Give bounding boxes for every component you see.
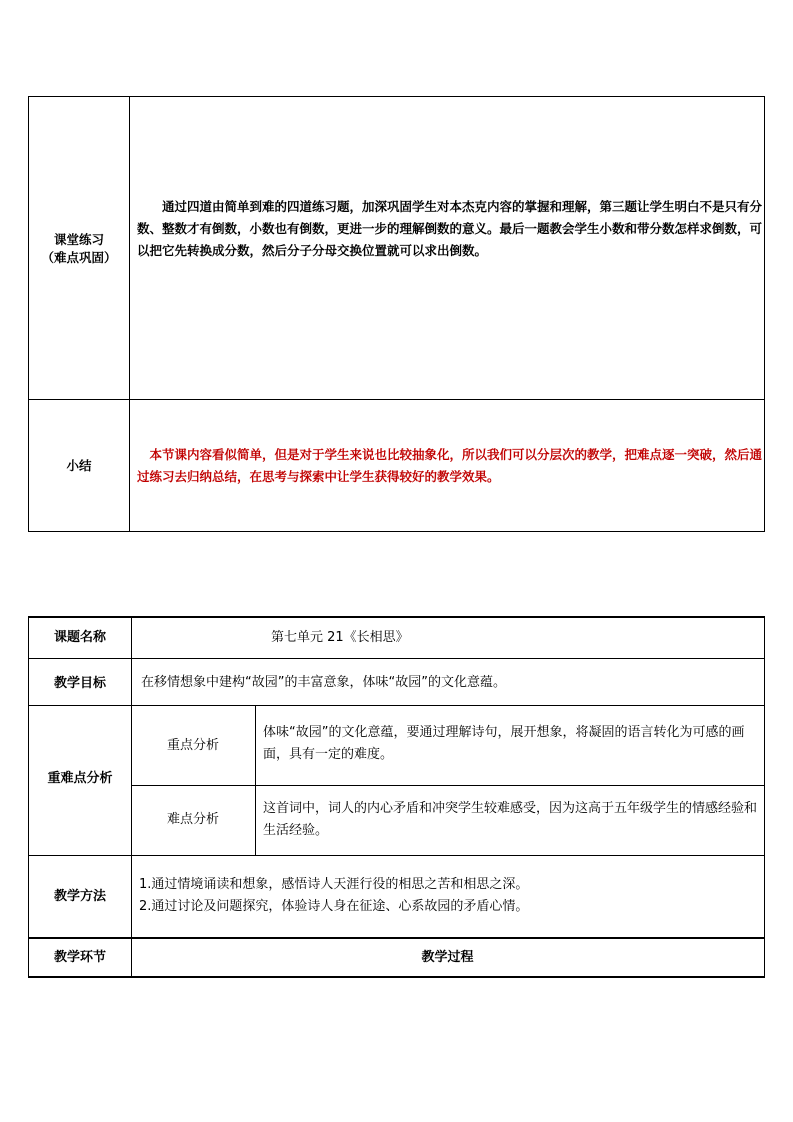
goal-value: 在移情想象中建构“故园”的丰富意象，体味“故园”的文化意蕴。 (141, 675, 506, 690)
analysis-inner-divider (255, 705, 256, 855)
key-value: 体味“故园”的文化意蕴，要通过理解诗句，展开想象，将凝固的语言转化为可感的画面，具有一定的难度。 (263, 725, 745, 762)
practice-label (29, 231, 129, 267)
difficulty-label: 难点分析 (166, 812, 219, 827)
practice-content: 通过四道由简单到难的四道练习题，加深巩固学生对本杰克内容的掌握和理解，第三题让学生明白不是只有分数、整数才有倒数，小数也有倒数，更进一步的理解倒数的意义。最后一题教会学生小数和带分数怎样求倒数，可以把它先转换成分数，然后分子分母交换位置就可以求出倒数。 (137, 199, 763, 258)
practice-label-line1: 课堂练习 (53, 232, 104, 247)
summary-label: 小结 (66, 458, 92, 473)
goal-label: 教学目标 (53, 676, 106, 691)
row-divider (29, 855, 764, 856)
title-value: 第七单元 21《长相思》 (271, 630, 409, 645)
summary-content: 本节课内容看似简单，但是对于学生来说也比较抽象化，所以我们可以分层次的教学，把难点逐一突破，然后通过练习去归纳总结，在思考与探索中让学生获得较好的教学效果。 (137, 447, 763, 484)
label-column-divider (131, 618, 132, 976)
lesson-plan-table (28, 616, 765, 978)
title-label: 课题名称 (53, 630, 106, 645)
difficulty-value: 这首词中，词人的内心矛盾和冲突学生较难感受，因为这高于五年级学生的情感经验和生活经验。 (263, 801, 758, 838)
row-divider (131, 785, 764, 786)
stage-label: 教学环节 (53, 950, 106, 965)
method-item: 1.通过情境诵读和想象，感悟诗人天涯行役的相思之苦和相思之深。 (139, 877, 529, 892)
method-item: 2.通过讨论及问题探究，体验诗人身在征途、心系故园的矛盾心情。 (139, 899, 529, 914)
method-label: 教学方法 (53, 889, 106, 904)
row-divider (29, 658, 764, 659)
column-divider (129, 97, 130, 531)
practice-label-line2: （难点巩固） (41, 250, 117, 265)
row-divider (29, 937, 764, 939)
row-divider (29, 705, 764, 706)
process-label: 教学过程 (421, 950, 474, 965)
key-label: 重点分析 (166, 738, 219, 753)
row-divider (29, 399, 764, 400)
analysis-label: 重难点分析 (47, 771, 113, 786)
practice-summary-table (28, 96, 765, 532)
